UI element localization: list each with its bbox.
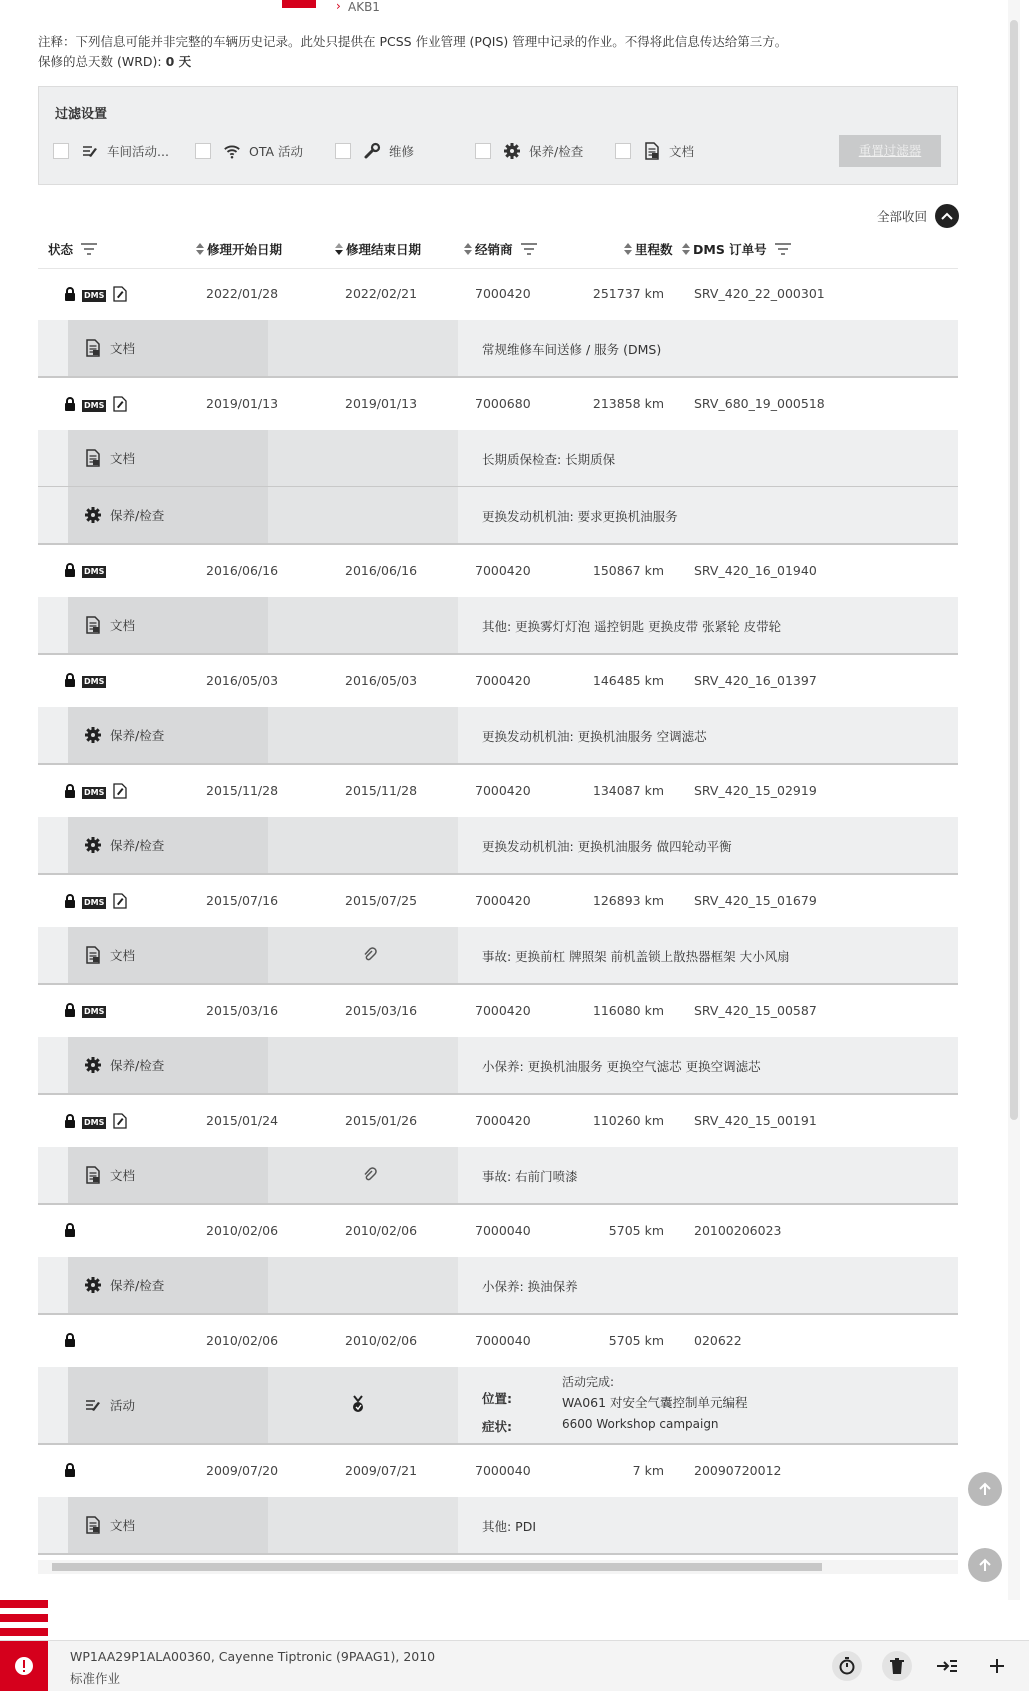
mileage-cell: 251737 km	[592, 286, 664, 301]
sub-row-type: 保养/检查	[110, 728, 165, 743]
checkbox[interactable]	[615, 143, 631, 159]
reset-filter-button[interactable]: 重置过滤器	[839, 135, 941, 167]
dealer-cell: 7000420	[475, 1113, 531, 1128]
document-icon	[84, 946, 102, 964]
sub-row-type: 保养/检查	[110, 1058, 165, 1073]
sub-row-doc[interactable]	[38, 320, 958, 378]
filter-label: 维修	[389, 144, 415, 159]
scroll-up-button[interactable]	[968, 1548, 1002, 1582]
filter-document[interactable]	[615, 141, 694, 161]
vehicle-info: WP1AA29P1ALA00360, Cayenne Tiptronic (9PAAG1), 2010	[70, 1649, 436, 1664]
column-dms-order[interactable]	[682, 240, 791, 258]
dms-order-cell: SRV_420_22_000301	[694, 286, 825, 301]
column-label: 修理结束日期	[346, 242, 422, 257]
table-row[interactable]	[38, 875, 958, 927]
sub-row-label	[68, 707, 268, 763]
table-row[interactable]	[38, 545, 958, 597]
status-icons	[64, 1113, 128, 1132]
end-date-cell: 2019/01/13	[345, 396, 418, 411]
filter-ota[interactable]	[195, 141, 303, 161]
dms-badge: DMS	[84, 1006, 105, 1016]
end-date-cell: 2010/02/06	[345, 1333, 418, 1348]
wrench-icon	[363, 142, 381, 160]
status-icons	[64, 286, 128, 305]
document-icon	[643, 142, 661, 160]
column-label: 经销商	[475, 242, 513, 257]
sub-row-gear[interactable]	[38, 1037, 958, 1095]
lock-icon	[64, 1333, 76, 1350]
sub-row-description: 事故: 更换前杠 牌照架 前机盖锁上散热器框架 大小风扇	[482, 949, 790, 964]
end-date-cell: 2015/11/28	[345, 783, 418, 798]
document-icon	[84, 1166, 102, 1184]
filter-repair[interactable]	[335, 141, 414, 161]
export-button[interactable]	[932, 1651, 962, 1681]
gear-icon	[503, 142, 521, 160]
warranty-days-value: 0 天	[165, 54, 192, 69]
wifi-icon	[223, 142, 241, 160]
gear-icon	[84, 836, 102, 854]
dms-order-cell: SRV_420_16_01940	[694, 563, 817, 578]
red-stripes-decoration	[0, 1600, 48, 1640]
start-date-cell: 2019/01/13	[206, 396, 279, 411]
trash-icon	[889, 1657, 905, 1675]
mileage-cell: 213858 km	[592, 396, 664, 411]
end-date-cell: 2016/05/03	[345, 673, 418, 688]
sub-row-type: 文档	[110, 1518, 136, 1533]
column-end-date[interactable]	[335, 240, 421, 258]
document-edit-icon[interactable]	[112, 396, 128, 415]
dms-order-cell: 20100206023	[694, 1223, 782, 1238]
sub-row-gear[interactable]	[38, 1257, 958, 1315]
status-icons	[64, 893, 128, 912]
breadcrumb-code[interactable]: AKB1	[348, 0, 380, 14]
arrow-up-icon	[977, 1557, 993, 1573]
start-date-cell: 2009/07/20	[206, 1463, 279, 1478]
gear-icon	[84, 726, 102, 744]
sub-row-middle	[268, 817, 458, 873]
mileage-cell: 146485 km	[592, 673, 664, 688]
sub-row-middle	[268, 487, 458, 543]
lock-icon	[64, 287, 76, 304]
document-icon	[84, 616, 102, 634]
sub-row-activity[interactable]	[38, 1367, 958, 1445]
disclaimer-note	[38, 32, 787, 72]
end-date-cell: 2010/02/06	[345, 1223, 418, 1238]
brand-logo	[282, 0, 316, 8]
dealer-cell: 7000420	[475, 1003, 531, 1018]
sort-desc-icon[interactable]	[335, 243, 343, 255]
column-label: 状态	[48, 242, 74, 257]
dms-badge: DMS	[84, 566, 105, 576]
dms-badge: DMS	[84, 1117, 105, 1127]
symptom-value: 6600 Workshop campaign	[562, 1417, 719, 1431]
lock-icon	[64, 563, 76, 580]
dealer-cell: 7000420	[475, 673, 531, 688]
sub-row-type: 活动	[110, 1398, 136, 1413]
sub-row-description: 其他: 更换雾灯灯泡 遥控钥匙 更换皮带 张紧轮 皮带轮	[482, 619, 782, 634]
column-status[interactable]	[48, 240, 97, 258]
sub-row-type: 文档	[110, 341, 136, 356]
column-start-date[interactable]	[196, 240, 282, 258]
sub-row-label	[68, 430, 268, 486]
status-icons	[64, 563, 106, 580]
filter-lines-icon[interactable]	[521, 243, 537, 255]
column-label: DMS 订单号	[693, 242, 767, 257]
lock-icon	[64, 1223, 76, 1240]
sub-row-doc[interactable]	[38, 597, 958, 655]
horizontal-scrollbar[interactable]	[38, 1560, 958, 1574]
sub-row-description: 更换发动机机油: 更换机油服务 做四轮动平衡	[482, 839, 732, 854]
attachment-icon[interactable]	[362, 947, 378, 967]
sub-row-doc[interactable]	[38, 1497, 958, 1555]
filter-label: 车间活动...	[107, 144, 169, 159]
dms-badge: DMS	[84, 400, 105, 410]
start-date-cell: 2010/02/06	[206, 1223, 279, 1238]
table-row[interactable]	[38, 268, 958, 320]
location-status: 活动完成:	[562, 1375, 615, 1389]
dms-badge: DMS	[84, 787, 105, 797]
mileage-cell: 126893 km	[592, 893, 664, 908]
campaign-medal-icon	[350, 1395, 366, 1417]
sort-icon[interactable]	[624, 243, 632, 255]
status-icons	[64, 673, 106, 690]
status-icons	[64, 1333, 76, 1350]
sub-row-middle	[268, 597, 458, 653]
sub-row-description: 小保养: 换油保养	[482, 1279, 578, 1294]
sub-row-doc[interactable]	[38, 430, 958, 487]
dms-order-cell: 020622	[694, 1333, 742, 1348]
dealer-cell: 7000680	[475, 396, 531, 411]
sub-row-type: 文档	[110, 451, 136, 466]
vehicle-footer	[0, 1640, 1029, 1691]
sub-row-middle	[268, 320, 458, 376]
sub-row-description: 事故: 右前门喷漆	[482, 1169, 578, 1184]
column-label: 里程数	[635, 242, 673, 257]
sub-row-middle	[268, 1497, 458, 1553]
scroll-top-button[interactable]	[968, 1472, 1002, 1506]
dealer-cell: 7000040	[475, 1223, 531, 1238]
sub-row-label	[68, 817, 268, 873]
filter-title: 过滤设置	[55, 107, 108, 122]
sub-row-type: 保养/检查	[110, 1278, 165, 1293]
sub-row-description: 小保养: 更换机油服务 更换空气滤芯 更换空调滤芯	[482, 1059, 761, 1074]
dms-badge: DMS	[84, 676, 105, 686]
arrow-right-lines-icon	[936, 1658, 958, 1674]
status-icons	[64, 783, 128, 802]
lock-icon	[64, 894, 76, 911]
column-dealer[interactable]	[464, 240, 537, 258]
sort-icon[interactable]	[196, 243, 204, 255]
gear-icon	[84, 1056, 102, 1074]
collapse-all-label: 全部收回	[876, 209, 927, 224]
warranty-days-label: 保修的总天数 (WRD):	[38, 54, 166, 69]
workshop-activity-icon	[84, 1396, 102, 1414]
timer-button[interactable]	[832, 1651, 862, 1681]
attachment-icon[interactable]	[362, 1167, 378, 1187]
scrollbar-thumb[interactable]	[52, 1563, 822, 1571]
dealer-cell: 7000420	[475, 893, 531, 908]
column-label: 修理开始日期	[207, 242, 283, 257]
sub-row-label	[68, 487, 268, 543]
checkbox[interactable]	[195, 143, 211, 159]
dms-order-cell: SRV_420_15_01679	[694, 893, 817, 908]
vehicle-subtitle: 标准作业	[70, 1671, 121, 1686]
sub-row-gear[interactable]	[38, 487, 958, 545]
dms-order-cell: SRV_420_15_00587	[694, 1003, 817, 1018]
start-date-cell: 2022/01/28	[206, 286, 279, 301]
sub-row-description: 其他: PDI	[482, 1519, 537, 1534]
stopwatch-icon	[838, 1657, 856, 1675]
checkbox[interactable]	[335, 143, 351, 159]
end-date-cell: 2015/07/25	[345, 893, 418, 908]
filter-maintenance[interactable]	[475, 141, 583, 161]
sub-row-type: 文档	[110, 618, 136, 633]
sub-row-doc[interactable]	[38, 1147, 958, 1205]
sort-icon[interactable]	[682, 243, 690, 255]
dealer-cell: 7000040	[475, 1333, 531, 1348]
sub-row-gear[interactable]	[38, 817, 958, 875]
table-row[interactable]	[38, 1205, 958, 1257]
table-row[interactable]	[38, 655, 958, 707]
document-edit-icon[interactable]	[112, 1113, 128, 1132]
sub-row-gear[interactable]	[38, 707, 958, 765]
sub-row-type: 保养/检查	[110, 508, 165, 523]
start-date-cell: 2010/02/06	[206, 1333, 279, 1348]
gear-icon	[84, 506, 102, 524]
table-header	[38, 232, 958, 269]
start-date-cell: 2016/05/03	[206, 673, 279, 688]
mileage-cell: 116080 km	[592, 1003, 664, 1018]
status-icons	[64, 1223, 76, 1240]
mileage-cell: 5705 km	[608, 1223, 664, 1238]
dealer-cell: 7000420	[475, 286, 531, 301]
sub-row-doc[interactable]	[38, 927, 958, 985]
collapse-all[interactable]	[877, 204, 959, 228]
checkbox[interactable]	[475, 143, 491, 159]
document-edit-icon[interactable]	[112, 286, 128, 305]
end-date-cell: 2009/07/21	[345, 1463, 418, 1478]
sub-row-middle	[268, 1257, 458, 1313]
filter-lines-icon[interactable]	[81, 243, 97, 255]
dms-order-cell: SRV_420_15_00191	[694, 1113, 817, 1128]
dms-order-cell: SRV_680_19_000518	[694, 396, 825, 411]
filter-label: 保养/检查	[529, 144, 584, 159]
start-date-cell: 2016/06/16	[206, 563, 279, 578]
document-edit-icon[interactable]	[112, 893, 128, 912]
vertical-scrollbar[interactable]	[1008, 0, 1020, 1600]
filter-panel	[38, 86, 958, 185]
sub-row-label	[68, 1257, 268, 1313]
filter-lines-icon[interactable]	[775, 243, 791, 255]
table-row[interactable]	[38, 765, 958, 817]
filter-label: OTA 活动	[249, 144, 304, 159]
table-row[interactable]	[38, 1095, 958, 1147]
sub-row-label	[68, 1037, 268, 1093]
arrow-up-icon	[977, 1481, 993, 1497]
lock-icon	[64, 397, 76, 414]
end-date-cell: 2015/01/26	[345, 1113, 418, 1128]
lock-icon	[64, 1463, 76, 1480]
sub-row-type: 文档	[110, 1168, 136, 1183]
dealer-cell: 7000420	[475, 783, 531, 798]
sort-icon[interactable]	[464, 243, 472, 255]
start-date-cell: 2015/01/24	[206, 1113, 279, 1128]
mileage-cell: 5705 km	[608, 1333, 664, 1348]
lock-icon	[64, 1114, 76, 1131]
document-icon	[84, 449, 102, 467]
sub-row-description: 更换发动机机油: 更换机油服务 空调滤芯	[482, 729, 707, 744]
dms-badge: DMS	[84, 290, 105, 300]
mileage-cell: 7 km	[632, 1463, 664, 1478]
end-date-cell: 2015/03/16	[345, 1003, 418, 1018]
end-date-cell: 2022/02/21	[345, 286, 418, 301]
lock-icon	[64, 673, 76, 690]
mileage-cell: 110260 km	[592, 1113, 664, 1128]
table-row[interactable]	[38, 378, 958, 430]
dms-badge: DMS	[84, 897, 105, 907]
sub-row-middle	[268, 1037, 458, 1093]
document-icon	[84, 339, 102, 357]
start-date-cell: 2015/07/16	[206, 893, 279, 908]
column-mileage[interactable]	[624, 240, 673, 258]
scrollbar-thumb[interactable]	[1010, 20, 1018, 1120]
sub-row-label	[68, 320, 268, 376]
mileage-cell: 134087 km	[592, 783, 664, 798]
sub-row-middle	[268, 430, 458, 486]
delete-button[interactable]	[882, 1651, 912, 1681]
filter-label: 文档	[669, 144, 695, 159]
start-date-cell: 2015/11/28	[206, 783, 279, 798]
sub-row-type: 保养/检查	[110, 838, 165, 853]
table-row[interactable]	[38, 1315, 958, 1367]
sub-row-description: 长期质保检查: 长期质保	[482, 452, 616, 467]
end-date-cell: 2016/06/16	[345, 563, 418, 578]
chevron-right-icon: ›	[336, 0, 341, 13]
workshop-activity-icon	[81, 142, 99, 160]
sub-row-middle	[268, 707, 458, 763]
location-value: WA061 对安全气囊控制单元编程	[562, 1395, 748, 1410]
dms-order-cell: SRV_420_15_02919	[694, 783, 817, 798]
sub-row-label	[68, 1367, 268, 1443]
sub-row-description: 常规维修车间送修 / 服务 (DMS)	[482, 342, 662, 357]
lock-icon	[64, 1003, 76, 1020]
dms-order-cell: 20090720012	[694, 1463, 782, 1478]
alert-icon[interactable]	[0, 1641, 48, 1691]
note-line1: 注释：下列信息可能并非完整的车辆历史记录。此处只提供在 PCSS 作业管理 (PQIS) 管理中记录的作业。不得将此信息传达给第三方。	[38, 34, 788, 49]
plus-icon	[989, 1658, 1005, 1674]
location-label: 位置:	[482, 1391, 512, 1406]
start-date-cell: 2015/03/16	[206, 1003, 279, 1018]
history-table	[38, 268, 958, 1555]
warranty-days	[38, 52, 787, 72]
document-edit-icon[interactable]	[112, 783, 128, 802]
table-row[interactable]	[38, 1445, 958, 1497]
mileage-cell: 150867 km	[592, 563, 664, 578]
dealer-cell: 7000420	[475, 563, 531, 578]
checkbox[interactable]	[53, 143, 69, 159]
symptom-label: 症状:	[482, 1419, 512, 1434]
sub-row-label	[68, 1497, 268, 1553]
gear-icon	[84, 1276, 102, 1294]
sub-row-type: 文档	[110, 948, 136, 963]
table-row[interactable]	[38, 985, 958, 1037]
status-icons	[64, 1003, 106, 1020]
status-icons	[64, 396, 128, 415]
status-icons	[64, 1463, 76, 1480]
dms-order-cell: SRV_420_16_01397	[694, 673, 817, 688]
document-icon	[84, 1516, 102, 1534]
filter-workshop-activity[interactable]	[53, 141, 169, 161]
sub-row-label	[68, 927, 268, 983]
dealer-cell: 7000040	[475, 1463, 531, 1478]
sub-row-label	[68, 1147, 268, 1203]
lock-icon	[64, 784, 76, 801]
sub-row-description: 更换发动机机油: 要求更换机油服务	[482, 509, 678, 524]
sub-row-label	[68, 597, 268, 653]
add-button[interactable]	[982, 1651, 1012, 1681]
chevron-up-icon[interactable]	[935, 204, 959, 228]
